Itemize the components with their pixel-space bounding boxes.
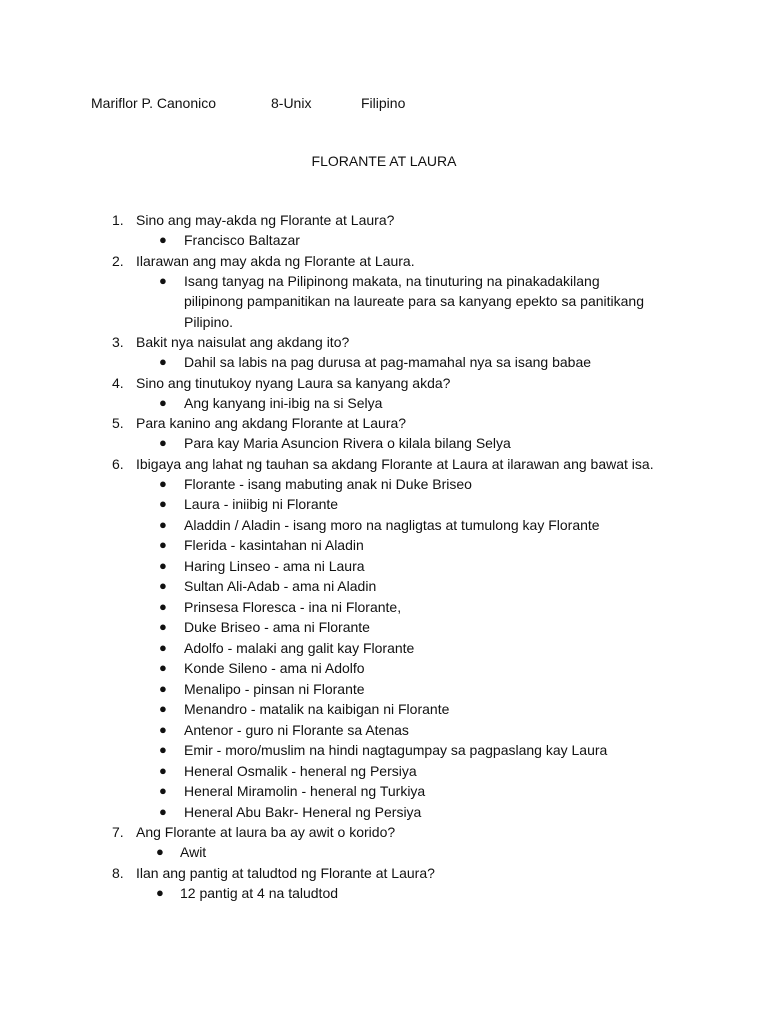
answer-text: Flerida - kasintahan ni Aladin bbox=[184, 537, 364, 553]
bullet-icon: ● bbox=[159, 475, 167, 491]
answer-item bbox=[0, 781, 768, 802]
bullet-icon: ● bbox=[159, 496, 167, 511]
question-text: Ang Florante at laura ba ay awit o korido? bbox=[136, 824, 396, 840]
answer-text: Awit bbox=[180, 844, 207, 860]
answer-text: Heneral Osmalik - heneral ng Persiya bbox=[184, 762, 417, 779]
question-number: 7. bbox=[112, 824, 124, 840]
answer-text: Adolfo - malaki ang galit kay Florante bbox=[184, 639, 415, 656]
answer-text: Heneral Abu Bakr- Heneral ng Persiya bbox=[184, 803, 422, 820]
bullet-icon: ● bbox=[156, 844, 164, 859]
student-name: Mariflor P. Canonico bbox=[91, 95, 217, 111]
question-item bbox=[0, 210, 768, 251]
answer-list bbox=[0, 271, 768, 333]
question-text: Sino ang tinutukoy nyang Laura sa kanyang akda? bbox=[136, 374, 451, 391]
answer-item bbox=[0, 842, 768, 863]
answer-text: Florante - isang mabuting anak ni Duke Briseo bbox=[184, 475, 472, 492]
bullet-icon: ● bbox=[159, 598, 167, 614]
answer-item bbox=[0, 230, 768, 251]
answer-list bbox=[0, 842, 768, 863]
answer-list bbox=[0, 433, 768, 454]
answer-item bbox=[0, 638, 768, 659]
answer-text: Francisco Baltazar bbox=[184, 232, 300, 248]
answer-text: Para kay Maria Asuncion Rivera o kilala bilang Selya bbox=[184, 435, 511, 451]
bullet-icon: ● bbox=[159, 537, 167, 552]
answer-item bbox=[0, 802, 768, 823]
question-number: 8. bbox=[112, 864, 124, 881]
bullet-icon: ● bbox=[159, 783, 167, 798]
answer-item bbox=[0, 658, 768, 679]
bullet-icon: ● bbox=[159, 721, 167, 737]
answer-item bbox=[0, 535, 768, 556]
answer-list bbox=[0, 230, 768, 251]
answer-text: Dahil sa labis na pag durusa at pag-mamahal nya sa isang babae bbox=[184, 354, 592, 370]
bullet-icon: ● bbox=[159, 803, 167, 819]
question-number: 2. bbox=[112, 252, 124, 269]
answer-item bbox=[0, 699, 768, 720]
question-text: Sino ang may-akda ng Florante at Laura? bbox=[136, 212, 395, 228]
answer-item bbox=[0, 271, 768, 333]
document-title: FLORANTE AT LAURA bbox=[311, 153, 457, 169]
bullet-icon: ● bbox=[159, 272, 167, 288]
bullet-icon: ● bbox=[159, 394, 167, 410]
question-item bbox=[0, 413, 768, 454]
question-number: 1. bbox=[112, 212, 124, 228]
bullet-icon: ● bbox=[156, 884, 164, 900]
answer-item bbox=[0, 393, 768, 414]
answer-item bbox=[0, 576, 768, 597]
answer-item bbox=[0, 617, 768, 638]
question-item bbox=[0, 454, 768, 823]
answer-text: Ang kanyang ini-ibig na si Selya bbox=[184, 394, 383, 411]
question-number: 3. bbox=[112, 334, 124, 350]
answer-list bbox=[0, 352, 768, 373]
answer-text: Konde Sileno - ama ni Adolfo bbox=[184, 660, 365, 676]
bullet-icon: ● bbox=[159, 639, 167, 655]
answer-item bbox=[0, 556, 768, 577]
answer-item bbox=[0, 515, 768, 536]
answer-text: Prinsesa Floresca - ina ni Florante, bbox=[184, 598, 402, 615]
question-item bbox=[0, 332, 768, 373]
question-list bbox=[0, 210, 768, 903]
answer-item bbox=[0, 433, 768, 454]
answer-text: Menandro - matalik na kaibigan ni Florante bbox=[184, 701, 450, 717]
question-text: Bakit nya naisulat ang akdang ito? bbox=[136, 334, 350, 350]
answer-item bbox=[0, 597, 768, 618]
bullet-icon: ● bbox=[159, 680, 167, 696]
answer-text: Duke Briseo - ama ni Florante bbox=[184, 619, 370, 635]
question-item bbox=[0, 863, 768, 904]
bullet-icon: ● bbox=[159, 232, 167, 247]
bullet-icon: ● bbox=[159, 578, 167, 593]
answer-text: Antenor - guro ni Florante sa Atenas bbox=[184, 721, 409, 738]
answer-text: Isang tanyag na Pilipinong makata, na tinuturing na pinakadakilang pilipinong pampanitikan na laureate para sa kanyang epekto sa panitikang Pilipino. bbox=[184, 272, 644, 330]
bullet-icon: ● bbox=[159, 762, 167, 778]
bullet-icon: ● bbox=[159, 435, 167, 450]
question-number: 5. bbox=[112, 415, 124, 431]
answer-list bbox=[0, 474, 768, 823]
bullet-icon: ● bbox=[159, 701, 167, 716]
question-text: Para kanino ang akdang Florante at Laura? bbox=[136, 415, 407, 431]
answer-item bbox=[0, 352, 768, 373]
answer-text: Aladdin / Aladin - isang moro na nagligtas at tumulong kay Florante bbox=[184, 516, 600, 533]
question-item bbox=[0, 373, 768, 414]
question-text: Ibigaya ang lahat ng tauhan sa akdang Florante at Laura at ilarawan ang bawat isa. bbox=[136, 455, 654, 472]
answer-item bbox=[0, 740, 768, 761]
bullet-icon: ● bbox=[159, 516, 167, 532]
bullet-icon: ● bbox=[159, 557, 167, 573]
answer-text: 12 pantig at 4 na taludtod bbox=[180, 884, 339, 901]
answer-text: Haring Linseo - ama ni Laura bbox=[184, 557, 365, 574]
question-number: 6. bbox=[112, 455, 124, 472]
student-section: 8-Unix bbox=[271, 95, 312, 111]
answer-text: Laura - iniibig ni Florante bbox=[184, 496, 339, 512]
answer-item bbox=[0, 883, 768, 904]
answer-item bbox=[0, 474, 768, 495]
bullet-icon: ● bbox=[159, 742, 167, 757]
subject-name: Filipino bbox=[361, 95, 406, 111]
answer-item bbox=[0, 494, 768, 515]
answer-item bbox=[0, 761, 768, 782]
question-item bbox=[0, 251, 768, 333]
answer-list bbox=[0, 393, 768, 414]
answer-item bbox=[0, 679, 768, 700]
bullet-icon: ● bbox=[159, 619, 167, 634]
answer-text: Heneral Miramolin - heneral ng Turkiya bbox=[184, 783, 426, 799]
bullet-icon: ● bbox=[159, 354, 167, 369]
question-item bbox=[0, 822, 768, 863]
answer-list bbox=[0, 883, 768, 904]
question-text: Ilan ang pantig at taludtod ng Florante at Laura? bbox=[136, 864, 435, 881]
question-text: Ilarawan ang may akda ng Florante at Laura. bbox=[136, 252, 415, 269]
question-number: 4. bbox=[112, 374, 124, 391]
answer-text: Emir - moro/muslim na hindi nagtagumpay sa pagpaslang kay Laura bbox=[184, 742, 608, 758]
answer-text: Sultan Ali-Adab - ama ni Aladin bbox=[184, 578, 377, 594]
bullet-icon: ● bbox=[159, 660, 167, 675]
answer-item bbox=[0, 720, 768, 741]
answer-text: Menalipo - pinsan ni Florante bbox=[184, 680, 365, 697]
